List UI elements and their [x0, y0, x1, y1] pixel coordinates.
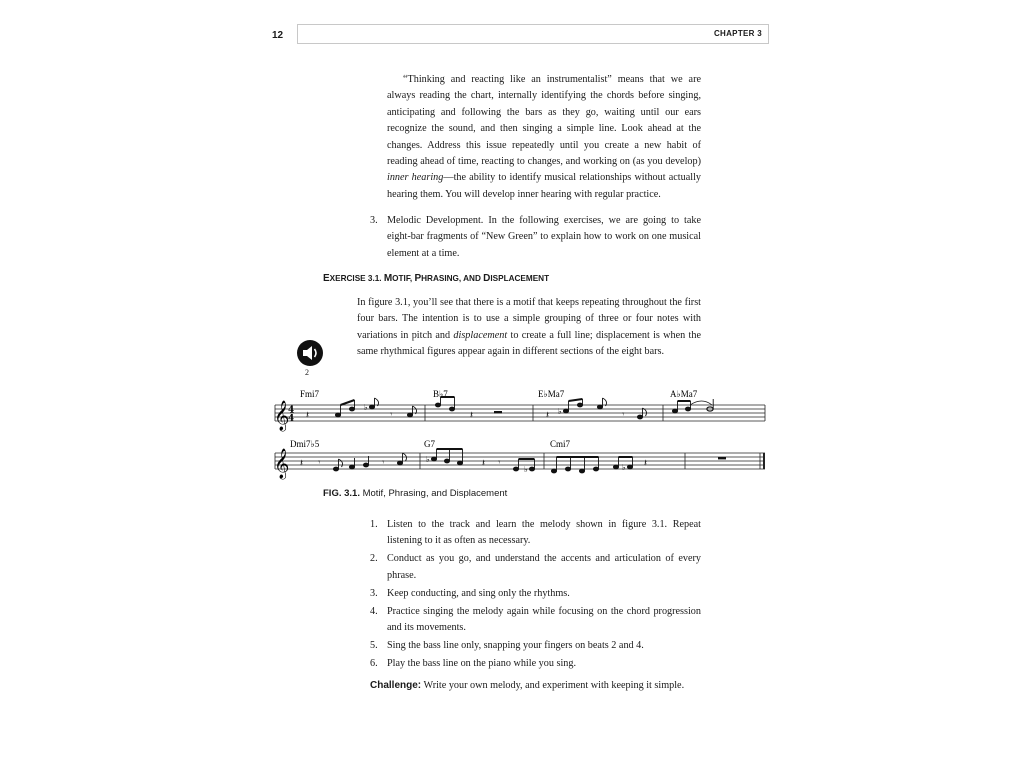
- intro-paragraph: [387, 72, 701, 203]
- challenge-text: Write your own melody, and experiment with keeping it simple.: [423, 680, 685, 691]
- chord-symbol: B♭7: [433, 389, 448, 399]
- list-item: [370, 551, 701, 584]
- flat-icon: ♭: [524, 465, 528, 474]
- list-number: 1.: [370, 519, 378, 530]
- note: [577, 403, 582, 407]
- rest-icon: 𝄽: [644, 458, 648, 469]
- rest-icon: 𝄽: [482, 458, 486, 469]
- audio-speaker-icon[interactable]: [296, 339, 324, 367]
- note: [457, 461, 462, 465]
- note: [637, 415, 642, 419]
- note: [333, 467, 338, 471]
- note: [563, 409, 568, 413]
- intro-tail: —the ability to identify musical relationships without actually hearing them. You will develop inner hearing with regular practice.: [387, 172, 701, 200]
- chord-symbol: E♭Ma7: [538, 389, 565, 399]
- intro-emphasis: inner hearing: [387, 172, 444, 184]
- list-number: 2.: [370, 553, 378, 565]
- note: [551, 469, 556, 473]
- exercise-text-a: In figure 3.1, you’ll see that there is a motif that keeps repeating throughout the first four bars. The intention is to use a simple grouping of three or four notes with variations in pitch and: [357, 297, 701, 341]
- note: [369, 405, 374, 409]
- note: [349, 465, 354, 469]
- note: [627, 465, 632, 469]
- rest-icon: 𝄽: [546, 410, 550, 421]
- note: [593, 467, 598, 471]
- chapter-label: CHAPTER 3: [713, 29, 762, 38]
- rest-icon: 𝄾: [390, 409, 393, 419]
- staff-row-2: [275, 453, 765, 469]
- list-number: 4.: [370, 605, 378, 617]
- note: [397, 461, 402, 465]
- note: [449, 407, 454, 411]
- treble-clef-icon: 𝄞: [274, 401, 290, 431]
- chord-symbol: Cmi7: [550, 439, 571, 449]
- music-notation-figure: [270, 383, 770, 483]
- list-text: Keep conducting, and sing only the rhythms.: [387, 587, 570, 599]
- note: [431, 457, 436, 461]
- list-text: Listen to the track and learn the melody shown in figure 3.1. Repeat listening to it as often as necessary.: [387, 519, 701, 547]
- list-item: [370, 656, 701, 672]
- half-rest: [494, 411, 502, 413]
- note: [513, 467, 518, 471]
- chord-symbol: G7: [424, 439, 435, 449]
- challenge-line: [370, 678, 710, 694]
- exercise-text-b: to create a full line; displacement is when the same rhythmical figures appear again in different sections of the eight bars.: [357, 329, 701, 358]
- treble-clef-icon: 𝄞: [274, 449, 290, 479]
- list-number: 6.: [370, 657, 378, 669]
- list-text: Practice singing the melody again while focusing on the chord progression and its movements.: [387, 605, 701, 633]
- flat-icon: ♭: [558, 407, 562, 416]
- rest-icon: 𝄽: [470, 410, 474, 421]
- audio-track-number: 2: [305, 368, 309, 377]
- note: [335, 413, 340, 417]
- list-number: 5.: [370, 639, 378, 651]
- list-item: [370, 638, 701, 654]
- note: [685, 407, 690, 411]
- flat-icon: ♭: [622, 463, 626, 472]
- whole-rest: [718, 457, 726, 459]
- list-text: Melodic Development. In the following exercises, we are going to take eight-bar fragments of “New Green” to explain how to work on one musical element at a time.: [387, 215, 701, 259]
- chord-symbol: A♭Ma7: [670, 389, 698, 399]
- challenge-label: Challenge:: [370, 680, 422, 691]
- note: [435, 403, 440, 407]
- list-text: Sing the bass line only, snapping your fingers on beats 2 and 4.: [387, 639, 644, 651]
- note: [407, 413, 412, 417]
- note: [579, 469, 584, 473]
- rest-icon: 𝄾: [382, 457, 385, 467]
- list-number: 3.: [370, 215, 378, 226]
- rest-icon: 𝄾: [622, 409, 625, 419]
- exercise-steps-list: [370, 517, 701, 674]
- chord-symbol: Fmi7: [300, 389, 320, 399]
- list-item-3: [370, 213, 701, 262]
- page-number: 12: [272, 30, 284, 41]
- chord-symbol: Dmi7♭5: [290, 439, 320, 449]
- list-text: Play the bass line on the piano while you sing.: [387, 657, 577, 669]
- figure-label: FIG. 3.1.: [323, 488, 360, 499]
- note: [363, 463, 368, 467]
- flat-icon: ♭: [426, 455, 430, 464]
- note: [672, 409, 677, 413]
- rest-icon: 𝄾: [498, 457, 501, 467]
- rest-icon: 𝄽: [300, 458, 304, 469]
- figure-caption: [323, 488, 507, 499]
- time-signature-bottom: 4: [288, 414, 295, 424]
- note: [529, 467, 534, 471]
- list-item: [370, 604, 701, 637]
- note: [565, 467, 570, 471]
- figure-caption-text: Motif, Phrasing, and Displacement: [362, 488, 508, 499]
- note: [444, 459, 449, 463]
- exercise-heading: EXERCISE 3.1. MOTIF, PHRASING, AND DISPLACEMENT: [323, 273, 550, 284]
- list-text: Conduct as you go, and understand the accents and articulation of every phrase.: [387, 553, 701, 581]
- list-number: 3.: [370, 587, 378, 599]
- note: [349, 407, 354, 411]
- time-signature-top: 4: [288, 405, 295, 416]
- rest-icon: 𝄽: [306, 410, 310, 421]
- exercise-emphasis: displacement: [453, 329, 508, 341]
- note: [613, 465, 618, 469]
- flat-icon: ♭: [364, 403, 368, 412]
- rest-icon: 𝄾: [318, 457, 321, 467]
- note: [597, 405, 602, 409]
- list-item: [370, 517, 701, 550]
- intro-text: “Thinking and reacting like an instrumentalist” means that we are always reading the chart, internally identifying the chords before singing, anticipating and following the bars as they go, waiting until our ears recognize the sound, and then singing a simple line. Look ahead at the changes. Address this issue repeatedly until you create a new habit of reading ahead of time, reacting to changes, and working on (as you develop): [387, 74, 701, 168]
- list-item: [370, 586, 701, 602]
- running-header: [297, 24, 769, 44]
- staff-row-1: [275, 405, 765, 421]
- exercise-paragraph: [357, 295, 701, 361]
